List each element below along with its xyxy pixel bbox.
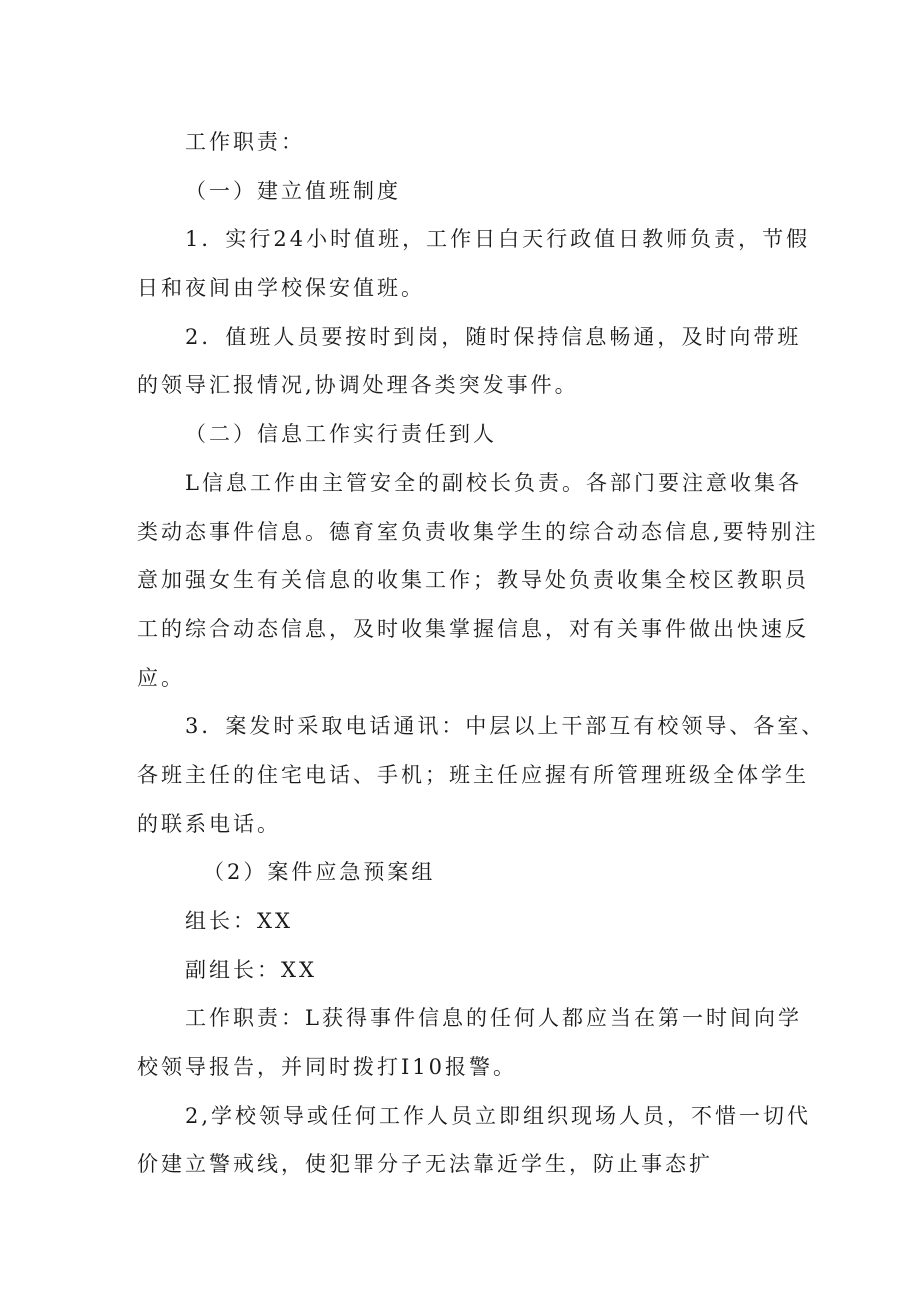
text-line: 的联系电话。 xyxy=(137,811,281,836)
text-line: 校领导报告，并同时拨打I10报警。 xyxy=(137,1055,518,1080)
text-line: 工作职责： xyxy=(185,130,305,154)
document-body xyxy=(137,118,826,1189)
text-line: 3．案发时采取电话通讯：中层以上干部互有校领导、各室、 xyxy=(185,714,826,739)
text-line: 工作职责：L获得事件信息的任何人都应当在第一时间向学 xyxy=(185,1006,802,1031)
text-line: 价建立警戒线，使犯罪分子无法靠近学生，防止事态扩 xyxy=(137,1152,713,1177)
text-line: （一）建立值班制度 xyxy=(185,178,401,203)
text-line: 各班主任的住宅电话、手机；班主任应握有所管理班级全体学生 xyxy=(137,762,809,787)
text-line: 2．值班人员要按时到岗，随时保持信息畅通，及时向带班 xyxy=(185,324,802,349)
text-line: （2）案件应急预案组 xyxy=(203,860,436,885)
text-line: L信息工作由主管安全的副校长负责。各部门要注意收集各 xyxy=(185,470,802,495)
text-line: 组长：XX xyxy=(185,909,293,933)
text-line: 意加强女生有关信息的收集工作；教导处负责收集全校区教职员 xyxy=(137,568,809,593)
text-line: 日和夜间由学校保安值班。 xyxy=(137,276,425,301)
text-line: 类动态事件信息。德育室负责收集学生的综合动态信息,要特别注 xyxy=(137,519,819,544)
text-line: 1．实行24小时值班，工作日白天行政值日教师负责，节假 xyxy=(185,227,811,252)
text-line: 工的综合动态信息，及时收集掌握信息，对有关事件做出快速反 xyxy=(137,616,809,641)
text-line: 应。 xyxy=(137,665,185,690)
text-line: 2,学校领导或任何工作人员立即组织现场人员，不惜一切代 xyxy=(185,1103,812,1128)
text-line: 副组长：XX xyxy=(185,957,317,982)
text-line: （二）信息工作实行责任到人 xyxy=(185,422,497,447)
text-line: 的领导汇报情况,协调处理各类突发事件。 xyxy=(137,373,579,398)
